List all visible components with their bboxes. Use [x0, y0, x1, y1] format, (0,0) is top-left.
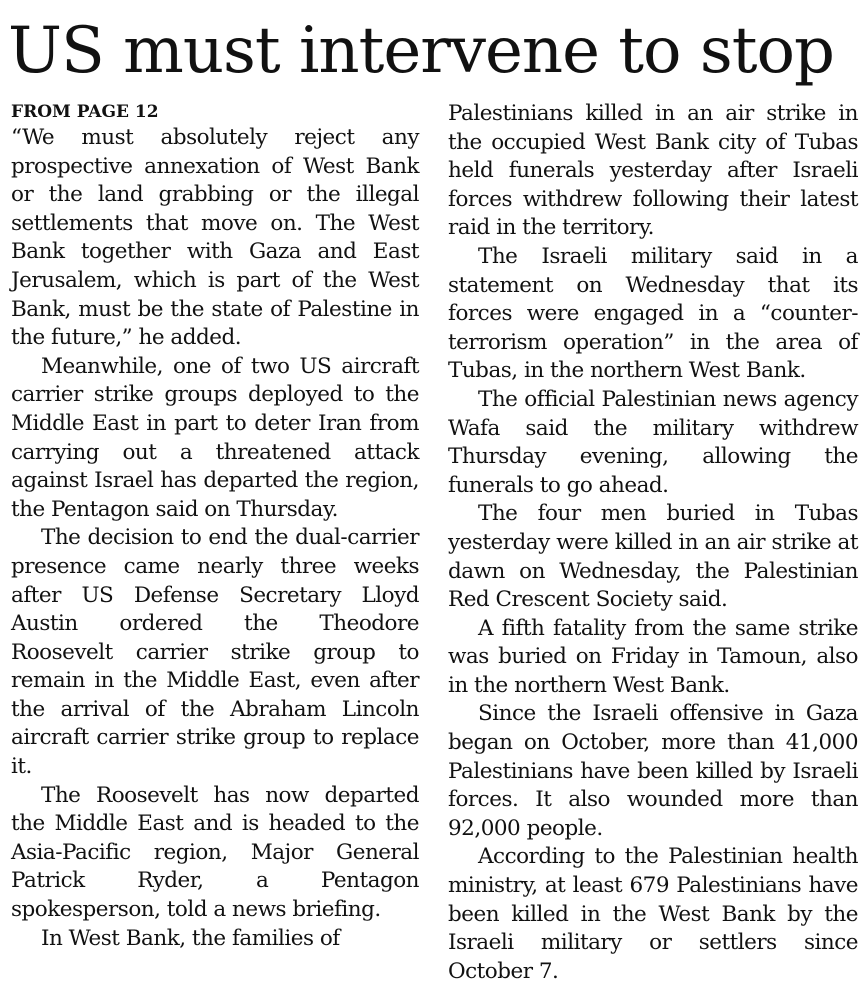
paragraph: The Roosevelt has now departed the Middle East and is headed to the Asia-Pacific region, Major General Patrick Ryder, a Pentagon spokesperson, told a news briefing. [11, 782, 419, 923]
paragraph: In West Bank, the families of [41, 925, 340, 951]
paragraph: Meanwhile, one of two US aircraft carrier strike groups deployed to the Middle East in part to deter Iran from carrying out a threatened attack against Israel has departed the region, the Pentagon said on Thursday. [11, 353, 419, 522]
headline: US must intervene to stop [8, 14, 834, 88]
paragraph: Palestinians killed in an air strike in the occupied West Bank city of Tubas held funerals yesterday after Israeli forces withdrew following their latest raid in the territory. [448, 101, 858, 241]
paragraph: The decision to end the dual-carrier presence came nearly three weeks after US Defense Secretary Lloyd Austin ordered the Theodore Roosevelt carrier strike group to remain in the Middle East, even after the arrival of the Abraham Lincoln aircraft carrier strike group to replace it. [11, 525, 419, 780]
paragraph: According to the Palestinian health ministry, at least 679 Palestinians have been killed in the West Bank by the Israeli military or settlers since October 7. [448, 844, 858, 984]
paragraph: The Israeli military said in a statement on Wednesday that its forces were engaged in a “counter-terrorism operation” in the area of Tubas, in the northern West Bank. [448, 243, 858, 384]
paragraph: The official Palestinian news agency Wafa said the military withdrew Thursday evening, allowing the funerals to go ahead. [448, 386, 858, 498]
article-column-left [11, 100, 419, 953]
article-column-right [448, 100, 858, 986]
continued-from-label: FROM PAGE 12 [11, 102, 159, 122]
paragraph: A fifth fatality from the same strike was buried on Friday in Tamoun, also in the northern West Bank. [448, 615, 858, 698]
paragraph: The four men buried in Tubas yesterday were killed in an air strike at dawn on Wednesday, the Palestinian Red Crescent Society said. [448, 501, 858, 613]
paragraph: Since the Israeli offensive in Gaza began on October, more than 41,000 Palestinians have been killed by Israeli forces. It also wounded more than 92,000 people. [448, 701, 858, 841]
paragraph: “We must absolutely reject any prospective annexation of West Bank or the land grabbing or the illegal settlements that move on. The West Bank together with Gaza and East Jerusalem, which is part of the West Bank, must be the state of Palestine in the future,” he added. [11, 125, 419, 351]
